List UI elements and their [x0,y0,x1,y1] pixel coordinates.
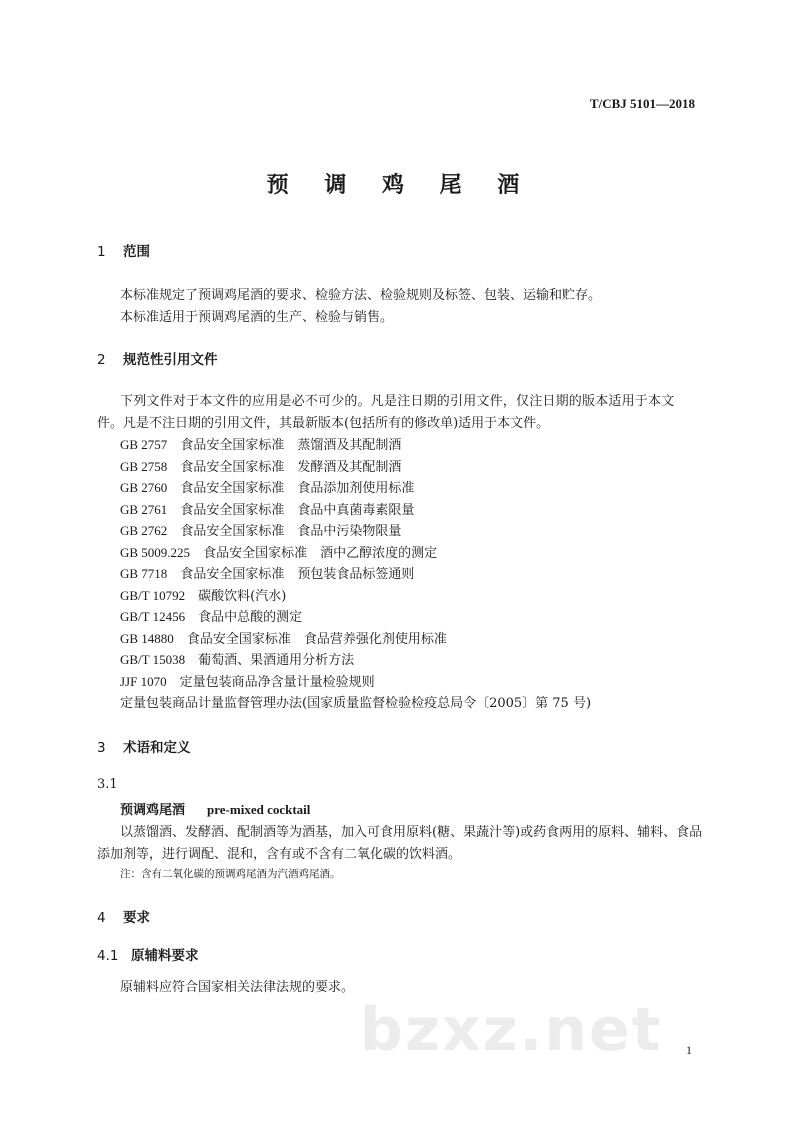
reference-item [120,477,414,496]
term-english: pre-mixed cocktail [207,802,311,817]
reference-title: 食品安全国家标准 预包装食品标签通则 [180,567,415,582]
subsection-number: 4.1 [97,948,119,964]
document-title: 预 调 鸡 尾 酒 [266,173,534,198]
definition: 以蒸馏酒、发酵酒、配制酒等为酒基，加入可食用原料(糖、果蔬汁等)或药食两用的原料、辅料、食品 [120,825,703,840]
reference-title: 食品安全国家标准 食品营养强化剂使用标准 [186,631,447,647]
paragraph: 本标准规定了预调鸡尾酒的要求、检验方法、检验规则及标签、包装、运输和贮存。 [120,288,602,303]
reference-code: GB 2760 [120,480,168,495]
section-3-heading [97,736,191,756]
reference-title: 定量包装商品净含量计量检验规则 [179,674,375,690]
reference-title: 食品安全国家标准 食品添加剂使用标准 [180,481,415,496]
reference-code: GB 2761 [120,501,168,517]
reference-item [120,628,447,647]
paragraph-continuation: 件。凡是不注日期的引用文件，其最新版本(包括所有的修改单)适用于本文件。 [97,416,550,431]
reference-code: GB 7718 [120,566,168,581]
section-title: 要求 [123,910,150,926]
reference-item [120,520,401,539]
reference-title: 食品安全国家标准 食品中真菌毒素限量 [180,502,415,518]
section-number: 2 [97,352,106,368]
section-number: 4 [97,910,106,926]
reference-item: 定量包装商品计量监督管理办法(国家质量监督检验检疫总局令〔2005〕第 75 号) [120,696,592,711]
section-2-heading [97,348,218,368]
reference-title: 食品安全国家标准 蒸馏酒及其配制酒 [180,438,402,453]
watermark: bzxz.net [360,995,663,1065]
reference-item [120,585,286,604]
reference-code: GB 2762 [120,523,168,538]
page-number: 1 [686,1043,692,1057]
paragraph: 本标准适用于预调鸡尾酒的生产、检验与销售。 [120,310,394,325]
subsection-number: 3.1 [97,777,118,792]
standard-id: T/CBJ 5101—2018 [589,96,695,111]
section-1-heading [97,240,150,260]
reference-title: 食品安全国家标准 食品中污染物限量 [180,524,402,539]
section-4-heading [97,906,150,926]
reference-code: GB/T 10792 [120,587,186,603]
paragraph: 原辅料应符合国家相关法律法规的要求。 [120,980,355,995]
reference-title: 碳酸饮料(汽水) [198,588,287,604]
section-title: 术语和定义 [123,740,191,756]
reference-code: GB/T 12456 [120,609,186,624]
section-number: 3 [97,740,106,756]
reference-title: 食品安全国家标准 酒中乙醇浓度的测定 [203,545,438,561]
reference-item [120,499,414,518]
section-title: 范围 [123,244,150,260]
reference-item [120,542,437,561]
subsection-heading [97,944,199,964]
reference-item [120,456,401,475]
reference-code: GB 2757 [120,437,168,452]
reference-title: 葡萄酒、果酒通用分析方法 [198,653,355,668]
section-title: 规范性引用文件 [123,352,218,368]
term-entry [120,799,310,818]
section-number: 1 [97,244,106,260]
reference-item [120,434,401,453]
reference-code: GB 2758 [120,458,168,474]
reference-item [120,671,375,690]
reference-item [120,606,302,625]
reference-item [120,563,414,582]
paragraph: 下列文件对于本文件的应用是必不可少的。凡是注日期的引用文件，仅注日期的版本适用于本文 [120,394,675,409]
reference-code: GB 14880 [120,630,174,646]
reference-code: GB 5009.225 [120,544,191,560]
subsection-title: 原辅料要求 [131,948,199,964]
reference-code: JJF 1070 [120,673,167,689]
note: 注：含有二氧化碳的预调鸡尾酒为汽酒鸡尾酒。 [120,868,341,880]
term-chinese: 预调鸡尾酒 [120,803,186,818]
reference-title: 食品安全国家标准 发酵酒及其配制酒 [180,459,402,475]
definition-continuation: 添加剂等，进行调配、混和，含有或不含有二氧化碳的饮料酒。 [97,847,462,862]
reference-code: GB/T 15038 [120,652,186,667]
reference-item [120,649,354,668]
reference-title: 食品中总酸的测定 [198,610,303,625]
